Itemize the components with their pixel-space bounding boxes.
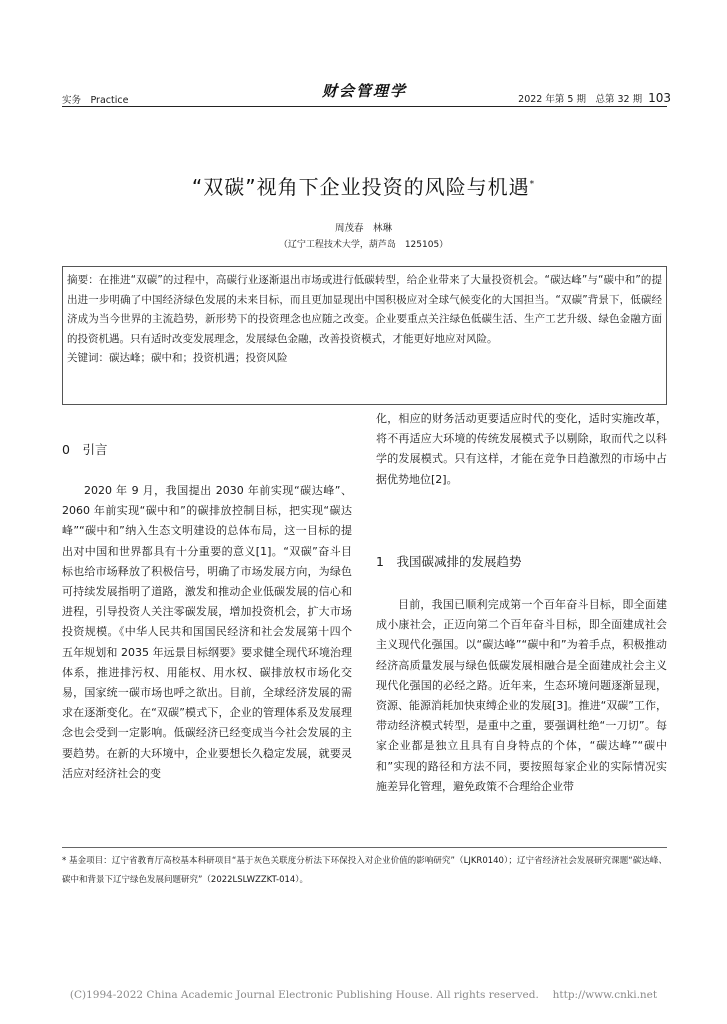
title-text: “双碳”视角下企业投资的风险与机遇 [191, 175, 530, 199]
section-heading-intro: 0 引言 [62, 442, 108, 457]
abstract-box [62, 266, 667, 405]
abstract-text: 摘要：在推进“双碳”的过程中，高碳行业逐渐退出市场或进行低碳转型，给企业带来了大量投资机会。“碳达峰”与“碳中和”的提出进一步明确了中国经济绿色发展的未来目标，而且更加显现出中国积极应对全球气候变化的大国担当。“双碳”背景下，低碳经济成为当今世界的主流趋势，新形势下的投资理念也应随之改变。企业要重点关注绿色低碳生活、生产工艺升级、绿色金融方面的投资机遇。只有适时改变发展理念，发展绿色金融，改善投资模式，才能更好地应对风险。 [67, 274, 662, 345]
article-title [0, 171, 727, 200]
issue-label: 2022 年第 5 期 总第 32 期 [518, 94, 643, 105]
section1-body [376, 595, 667, 797]
journal-logo: 财会管理学 [322, 82, 408, 100]
body-paragraph: 2020 年 9 月，我国提出 2030 年前实现“碳达峰”、2060 年前实现“碳中和”的碳排放控制目标，把实现“碳达峰”“碳中和”纳入生态文明建设的总体布局，这一目标的提出对中国和世界都具有十分重要的意义[1]。“双碳”奋斗目标也给市场释放了积极信号，明确了市场发展方向，为绿色可持续发展指明了道路，激发和推动企业低碳发展的信心和进程，引导投资人关注零碳发展，增加投资机会，扩大市场投资规模。《中华人民共和国国民经济和社会发展第十四个五年规划和 2035 年远景目标纲要》要求健全现代环境治理体系，推进排污权、用能权、用水权、碳排放权市场化交易，国家统一碳市场也呼之欲出。目前，全球经济发展的需求在逐渐变化。在“双碳”模式下，企业的管理体系及发展理念也会受到一定影响。低碳经济已经变成当今社会发展的主要趋势。在新的大环境中，企业要想长久稳定发展，就要灵活应对经济社会的变 [62, 484, 352, 780]
footnote-rule [62, 847, 667, 848]
affiliation: （辽宁工程技术大学，葫芦岛 125105） [278, 240, 449, 250]
intro-body [62, 481, 352, 784]
page-number: 103 [648, 91, 671, 105]
copyright-line: (C)1994-2022 China Academic Journal Electronic Publishing House. All rights reserved. http://www.cnki.net [69, 989, 658, 1001]
header-rule [62, 106, 667, 107]
section-heading-1: 1 我国碳减排的发展趋势 [376, 554, 522, 569]
footnote-funding: * 基金项目：辽宁省教育厅高校基本科研项目“基于灰色关联度分析法下环保投入对企业价值的影响研究”（LJKR0140）；辽宁省经济社会发展研究课题“碳达峰、碳中和背景下辽宁绿色发展问题研究”（2022LSLWZZKT-014）。 [62, 856, 667, 885]
body-paragraph: 目前，我国已顺利完成第一个百年奋斗目标，即全面建成小康社会，正迈向第二个百年奋斗目标，即全面建成社会主义现代化强国。以“碳达峰”“碳中和”为着手点，积极推动经济高质量发展与绿色低碳发展相融合是全面建成社会主义现代化强国的必经之路。近年来，生态环境问题逐渐显现，资源、能源消耗加快束缚企业的发展[3]。推进“双碳”工作，带动经济模式转型，是重中之重，要强调杜绝“一刀切”。每家企业都是独立且具有自身特点的个体，“碳达峰”“碳中和”实现的路径和方法不同，要按照每家企业的实际情况实施差异化管理，避免政策不合理给企业带 [376, 598, 667, 793]
authors: 周茂春 林琳 [334, 223, 392, 234]
issue-info [518, 91, 671, 105]
title-footnote-mark: * [529, 179, 536, 190]
section-label: 实务 Practice [62, 95, 129, 106]
right-column-body [376, 409, 667, 490]
keywords: 关键词：碳达峰；碳中和；投资机遇；投资风险 [67, 352, 288, 365]
body-paragraph: 化，相应的财务活动更要适应时代的变化，适时实施改革，将不再适应大环境的传统发展模式予以剔除，取而代之以科学的发展模式。只有这样，才能在竞争日趋激烈的市场中占据优势地位[2]。 [376, 412, 667, 486]
